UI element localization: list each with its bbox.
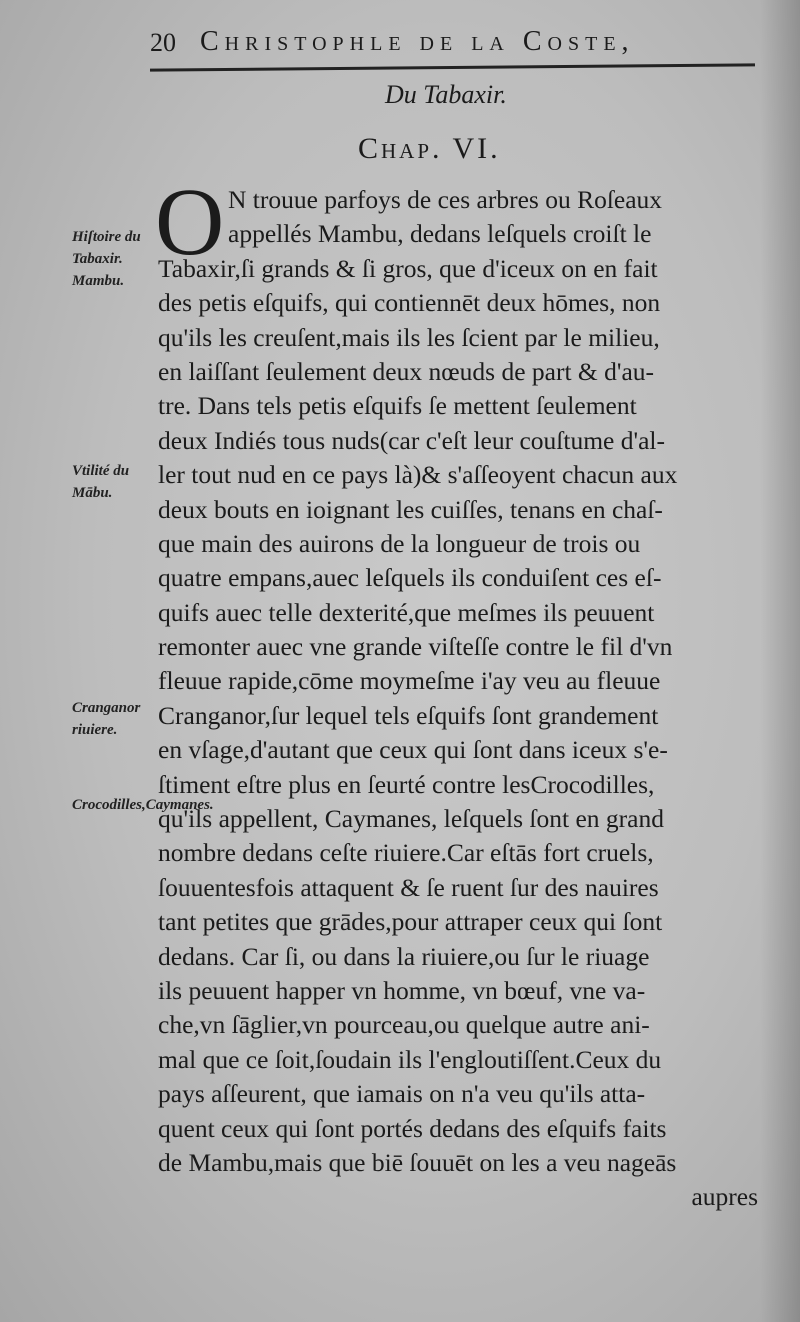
text-line: dedans. Car ſi, ou dans la riuiere,ou ſur le riuage xyxy=(158,941,650,971)
text-line: pays aſſeurent, que iamais on n'a veu qu'ils atta- xyxy=(158,1079,646,1109)
text-line: deux bouts en ioignant les cuiſſes, tenans en chaſ- xyxy=(158,494,663,524)
margin-note xyxy=(72,204,156,292)
text-line: N trouue parfoys de ces arbres ou Roſeaux xyxy=(228,185,663,214)
text-line: de Mambu,mais que biē ſouuēt on les a veu nageās xyxy=(158,1147,677,1177)
drop-cap: O xyxy=(155,168,225,275)
text-line: fleuue rapide,cōme moymeſme i'ay veu au fleuue xyxy=(158,666,661,696)
text-line: appellés Mambu, dedans leſquels croiſt le xyxy=(228,219,652,249)
text-line: ler tout nud en ce pays là)& s'aſſeoyent chacun aux xyxy=(158,460,678,490)
margin-note-text: Hiſtoire du Tabaxir. xyxy=(72,229,141,267)
margin-note: Vtilité du Mābu. xyxy=(72,463,130,501)
margin-note: Crocodilles,Caymanes. xyxy=(72,797,214,813)
text-line: ſtiment eſtre plus en ſeurté contre lesCrocodilles, xyxy=(158,769,655,799)
text-line: que main des auirons de la longueur de trois ou xyxy=(158,528,641,558)
text-line: ils peuuent happer vn homme, vn bœuf, vne va- xyxy=(158,975,646,1005)
body-text xyxy=(158,183,770,1215)
text-line: tant petites que grādes,pour attraper ceux qui ſont xyxy=(158,907,663,937)
header-rule xyxy=(150,63,755,71)
text-line: quent ceux qui ſont portés dedans des eſquifs faits xyxy=(158,1113,667,1143)
text-line: remonter auec vne grande viſteſſe contre le fil d'vn xyxy=(158,632,673,662)
text-line: tre. Dans tels petis eſquifs ſe mettent ſeulement xyxy=(158,391,637,421)
chapter-heading: Chap. VI. xyxy=(358,132,501,165)
text-line: qu'ils appellent, Caymanes, leſquels ſont en grand xyxy=(158,804,664,834)
text-line: che,vn ſāglier,vn pourceau,ou quelque autre ani- xyxy=(158,1010,650,1040)
text-line: en vſage,d'autant que ceux qui ſont dans iceux s'e- xyxy=(158,735,668,765)
text-line: quifs auec telle dexterité,que meſmes ils peuuent xyxy=(158,597,655,627)
section-title: Du Tabaxir. xyxy=(385,80,507,109)
catchword: aupres xyxy=(691,1182,758,1212)
text-line: Cranganor,ſur lequel tels eſquifs ſont grandement xyxy=(158,700,659,730)
text-line: des petis eſquifs, qui contiennēt deux hōmes, non xyxy=(158,288,661,318)
text-line: en laiſſant ſeulement deux nœuds de part & d'au- xyxy=(158,356,655,386)
text-line: quatre empans,auec leſquels ils conduiſent ces eſ- xyxy=(158,563,662,593)
margin-note-text: Mambu. xyxy=(72,273,125,289)
page-header xyxy=(150,22,760,62)
text-line: ſouuentesfois attaquent & ſe ruent ſur des nauires xyxy=(158,872,659,902)
text-line: qu'ils les creuſent,mais ils les ſcient par le milieu, xyxy=(158,322,660,352)
text-line: deux Indiés tous nuds(car c'eſt leur couſtume d'al- xyxy=(158,425,665,455)
page-number: 20 xyxy=(150,28,176,57)
running-title: Christophle de la Coste, xyxy=(200,26,635,57)
text-line: nombre dedans ceſte riuiere.Car eſtās fort cruels, xyxy=(158,838,654,868)
margin-note: Cranganor riuiere. xyxy=(72,700,141,738)
text-line: Tabaxir,ſi grands & ſi gros, que d'iceux on en fait xyxy=(158,253,658,283)
text-line: mal que ce ſoit,ſoudain ils l'engloutiſſent.Ceux du xyxy=(158,1044,662,1074)
